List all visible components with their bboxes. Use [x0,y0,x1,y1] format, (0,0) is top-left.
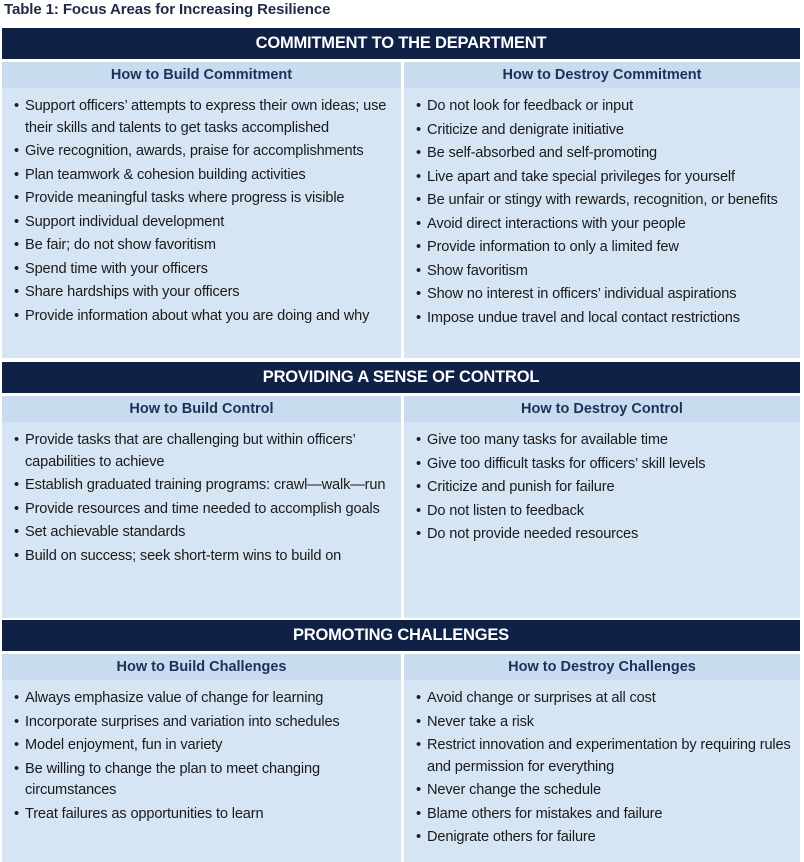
list-item: • Treat failures as opportunities to learn [14,804,395,826]
list-item: • Criticize and denigrate initiative [416,120,794,142]
list-item: • Be self-absorbed and self-promoting [416,143,794,165]
list-item: • Provide information about what you are doing and why [14,306,395,328]
list-item: • Restrict innovation and experimentation by requiring rules and permission for everything [416,735,794,778]
list-item: • Support officers’ attempts to express their own ideas; use their skills and talents to get tasks accomplished [14,96,395,139]
destroy-header: How to Destroy Commitment [404,62,800,88]
build-column [2,422,401,618]
list-item: • Do not listen to feedback [416,501,794,523]
destroy-column [404,680,800,862]
list-item: • Avoid change or surprises at all cost [416,688,794,710]
list-item: • Model enjoyment, fun in variety [14,735,395,757]
list-item: • Provide tasks that are challenging but within officers’ capabilities to achieve [14,430,395,473]
build-header: How to Build Commitment [2,62,401,88]
list-item: • Be unfair or stingy with rewards, recognition, or benefits [416,190,794,212]
list-item: • Do not look for feedback or input [416,96,794,118]
list-item: • Be fair; do not show favoritism [14,235,395,257]
section-challenges [2,620,800,862]
list-item: • Never change the schedule [416,780,794,802]
list-item: • Avoid direct interactions with your people [416,214,794,236]
list-item: • Incorporate surprises and variation into schedules [14,712,395,734]
build-header: How to Build Challenges [2,654,401,680]
list-item: • Always emphasize value of change for learning [14,688,395,710]
list-item: • Build on success; seek short-term wins to build on [14,546,395,568]
list-item: • Live apart and take special privileges for yourself [416,167,794,189]
list-item: • Impose undue travel and local contact restrictions [416,308,794,330]
list-item: • Plan teamwork & cohesion building activities [14,165,395,187]
section-control [2,362,800,618]
list-item: • Give recognition, awards, praise for accomplishments [14,141,395,163]
list-item: • Provide information to only a limited few [416,237,794,259]
list-item: • Spend time with your officers [14,259,395,281]
list-item: • Establish graduated training programs: crawl—walk—run [14,475,395,497]
build-header: How to Build Control [2,396,401,422]
section-title: PROVIDING A SENSE OF CONTROL [2,362,800,393]
section-title: COMMITMENT TO THE DEPARTMENT [2,28,800,59]
list-item: • Do not provide needed resources [416,524,794,546]
list-item: • Criticize and punish for failure [416,477,794,499]
list-item: • Blame others for mistakes and failure [416,804,794,826]
list-item: • Show no interest in officers’ individual aspirations [416,284,794,306]
destroy-header: How to Destroy Challenges [404,654,800,680]
build-column [2,88,401,358]
destroy-column [404,422,800,618]
section-title: PROMOTING CHALLENGES [2,620,800,651]
list-item: • Give too difficult tasks for officers’ skill levels [416,454,794,476]
build-column [2,680,401,862]
section-commitment [2,28,800,358]
list-item: • Provide meaningful tasks where progress is visible [14,188,395,210]
list-item: • Be willing to change the plan to meet changing circumstances [14,759,395,802]
list-item: • Never take a risk [416,712,794,734]
list-item: • Set achievable standards [14,522,395,544]
list-item: • Support individual development [14,212,395,234]
list-item: • Provide resources and time needed to accomplish goals [14,499,395,521]
table-caption: Table 1: Focus Areas for Increasing Resilience [4,1,331,18]
list-item: • Denigrate others for failure [416,827,794,849]
destroy-column [404,88,800,358]
list-item: • Show favoritism [416,261,794,283]
list-item: • Share hardships with your officers [14,282,395,304]
list-item: • Give too many tasks for available time [416,430,794,452]
destroy-header: How to Destroy Control [404,396,800,422]
